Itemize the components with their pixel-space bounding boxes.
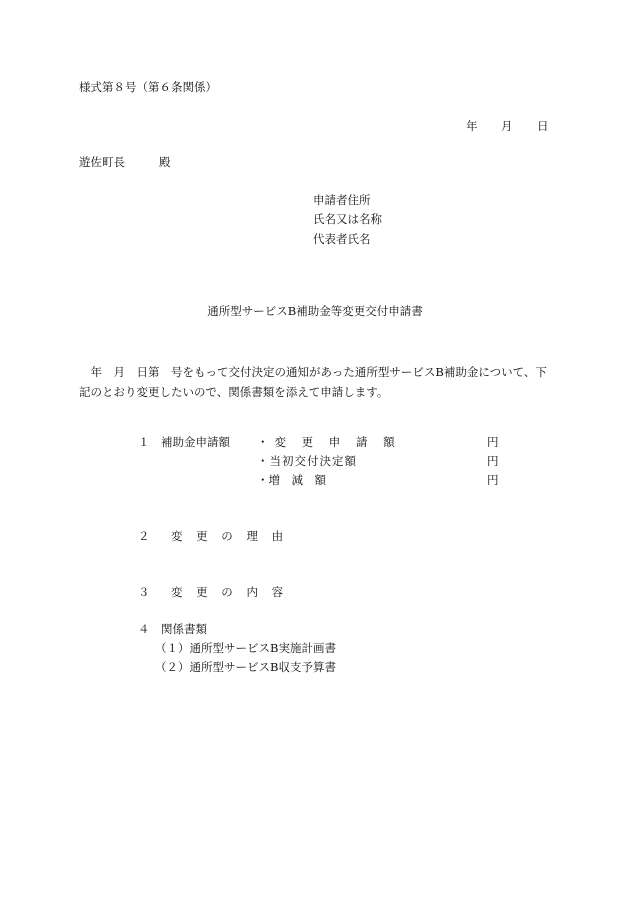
recipient-name: 遊佐町長 xyxy=(79,155,125,169)
date-day-label: 日 xyxy=(537,119,549,133)
applicant-address-label: 申請者住所 xyxy=(313,193,371,207)
item4-related-documents: ４ 関係書類 xyxy=(138,622,207,636)
change-request-amount-unit: 円 xyxy=(487,435,499,449)
recipient-suffix: 殿 xyxy=(159,155,171,169)
applicant-name-label: 氏名又は名称 xyxy=(313,212,382,226)
increase-decrease-amount-unit: 円 xyxy=(487,473,499,487)
form-number: 様式第８号（第６条関係） xyxy=(79,80,217,94)
related-document-2: （２）通所型サービスB収支予算書 xyxy=(155,660,336,674)
date-year-label: 年 xyxy=(466,119,478,133)
change-request-amount-label: ・変 更 申 請 額 xyxy=(257,435,401,449)
date-month-label: 月 xyxy=(501,119,513,133)
initial-grant-amount-unit: 円 xyxy=(487,454,499,468)
document-title: 通所型サービスB補助金等変更交付申請書 xyxy=(207,304,423,318)
initial-grant-amount-label: ・当初交付決定額 xyxy=(257,454,357,468)
item1-label: １ 補助金申請額 xyxy=(138,435,230,449)
item3-change-content: ３ 変 更 の 内 容 xyxy=(138,585,289,599)
recipient xyxy=(79,157,171,169)
body-text: 年 月 日第 号をもって交付決定の通知があった通所型サービスB補助金について、下記のとおり変更したいので、関係書類を添えて申請します。 xyxy=(79,365,547,399)
related-document-1: （１）通所型サービスB実施計画書 xyxy=(155,641,336,655)
applicant-representative-label: 代表者氏名 xyxy=(313,232,371,246)
increase-decrease-amount-label: ・増 減 額 xyxy=(257,473,326,487)
item2-change-reason: ２ 変 更 の 理 由 xyxy=(138,529,289,543)
